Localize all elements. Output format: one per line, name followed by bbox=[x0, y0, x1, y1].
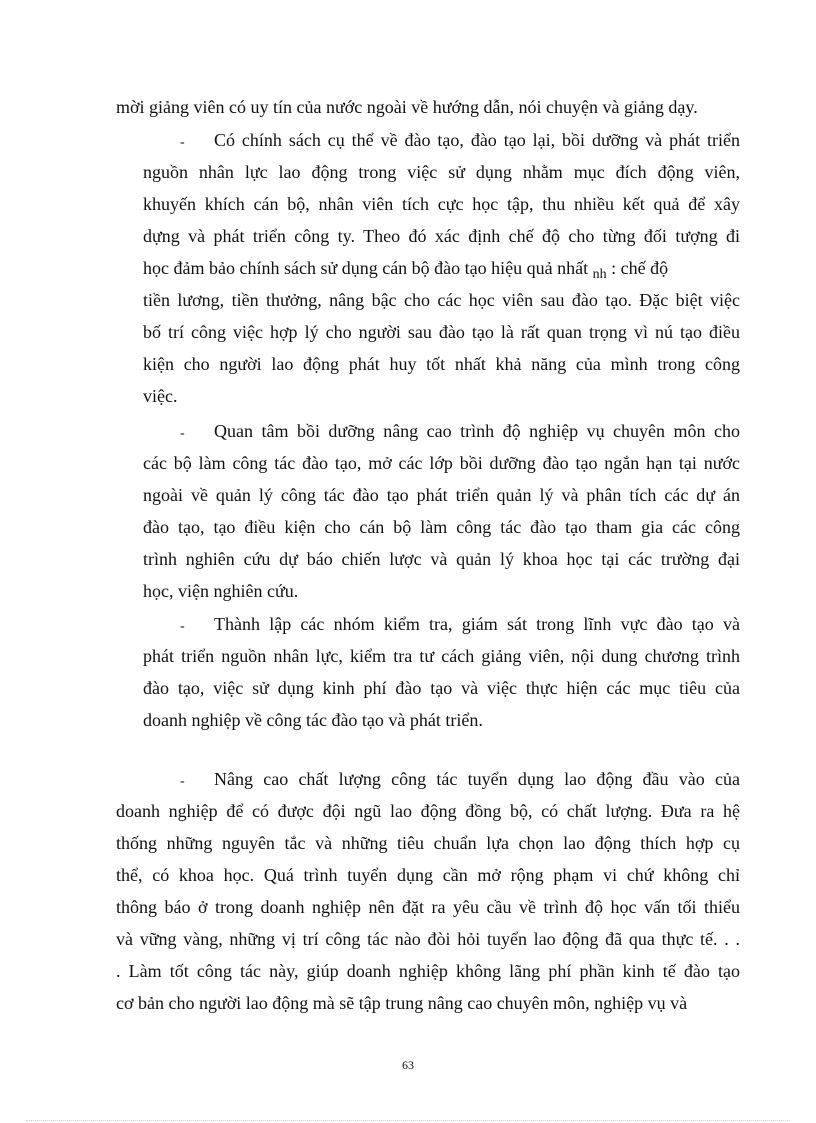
p4-line: . Làm tốt công tác này, giúp doanh nghiệp không lãng phí phần kinh tế đào tạo bbox=[116, 961, 740, 981]
bullet-marker: - bbox=[180, 619, 185, 634]
subscript-note: nh bbox=[592, 267, 607, 282]
bullet-marker: - bbox=[180, 426, 185, 441]
p3-line: doanh nghiệp về công tác đào tạo và phát triển. bbox=[143, 710, 483, 730]
p2-line: các bộ làm công tác đào tạo, mở các lớp bồi dưỡng đào tạo ngắn hạn tại nước bbox=[143, 453, 740, 473]
p1-line: Có chính sách cụ thể về đào tạo, đào tạo lại, bồi dưỡng và phát triển bbox=[214, 130, 740, 150]
p4-line: Nâng cao chất lượng công tác tuyển dụng lao động đầu vào của bbox=[214, 769, 740, 789]
bullet-marker: - bbox=[180, 774, 185, 789]
p1-line: kiện cho người lao động phát huy tốt nhất khả năng của mình trong công bbox=[143, 354, 740, 374]
p1-line: nguồn nhân lực lao động trong việc sử dụng nhằm mục đích động viên, bbox=[143, 162, 740, 182]
p1-line: tiền lương, tiền thưởng, nâng bậc cho các học viên sau đào tạo. Đặc biệt việc bbox=[143, 290, 740, 310]
p1-line: dựng và phát triển công ty. Theo đó xác định chế độ cho từng đối tượng đi bbox=[143, 226, 740, 246]
p2-line: Quan tâm bồi dưỡng nâng cao trình độ nghiệp vụ chuyên môn cho bbox=[214, 421, 740, 441]
p3-line: phát triển nguồn nhân lực, kiểm tra tư cách giảng viên, nội dung chương trình bbox=[143, 646, 740, 666]
p4-line: cơ bản cho người lao động mà sẽ tập trung nâng cao chuyên môn, nghiệp vụ và bbox=[116, 993, 688, 1013]
bullet-marker: - bbox=[180, 135, 185, 150]
p4-line: thể, có khoa học. Quá trình tuyển dụng cần mở rộng phạm vi chứ không chỉ bbox=[116, 865, 740, 885]
p2-line: học, viện nghiên cứu. bbox=[143, 581, 299, 601]
p3-line: Thành lập các nhóm kiểm tra, giám sát trong lĩnh vực đào tạo và bbox=[214, 614, 740, 634]
page-number: 63 bbox=[402, 1058, 414, 1072]
p1-line: việc. bbox=[143, 386, 178, 406]
p4-line: và vững vàng, những vị trí công tác nào đòi hỏi tuyển lao động đã qua thực tế. . . bbox=[116, 929, 740, 949]
p4-line: thông báo ở trong doanh nghiệp nên đặt ra yêu cầu về trình độ học vấn tối thiểu bbox=[116, 897, 740, 917]
p2-line: trình nghiên cứu dự báo chiến lược và quản lý khoa học tại các trường đại bbox=[143, 549, 740, 569]
intro-line: mời giảng viên có uy tín của nước ngoài về hướng dẫn, nói chuyện và giảng dạy. bbox=[116, 97, 698, 117]
p1-line-text: học đảm bảo chính sách sử dụng cán bộ đào tạo hiệu quả nhất bbox=[143, 258, 589, 278]
p2-line: ngoài về quản lý công tác đào tạo phát triển quản lý và phân tích các dự án bbox=[143, 485, 740, 505]
p1-line: khuyến khích cán bộ, nhân viên tích cực học tập, thu nhiều kết quả để xây bbox=[143, 194, 740, 214]
page-bottom-divider bbox=[26, 1120, 790, 1121]
p4-line: thống những nguyên tắc và những tiêu chuẩn lựa chọn lao động thích hợp cụ bbox=[116, 833, 740, 853]
p1-line-with-subscript bbox=[143, 256, 740, 287]
p3-line: đào tạo, việc sử dụng kinh phí đào tạo và việc thực hiện các mục tiêu của bbox=[143, 678, 740, 698]
p1-line: bố trí công việc hợp lý cho người sau đào tạo là rất quan trọng vì nú tạo điều bbox=[143, 322, 740, 342]
p1-line-text: : chế độ bbox=[611, 258, 669, 278]
p4-line: doanh nghiệp để có được đội ngũ lao động đồng bộ, có chất lượng. Đưa ra hệ bbox=[116, 801, 740, 821]
p2-line: đào tạo, tạo điều kiện cho cán bộ làm công tác đào tạo tham gia các công bbox=[143, 517, 740, 537]
